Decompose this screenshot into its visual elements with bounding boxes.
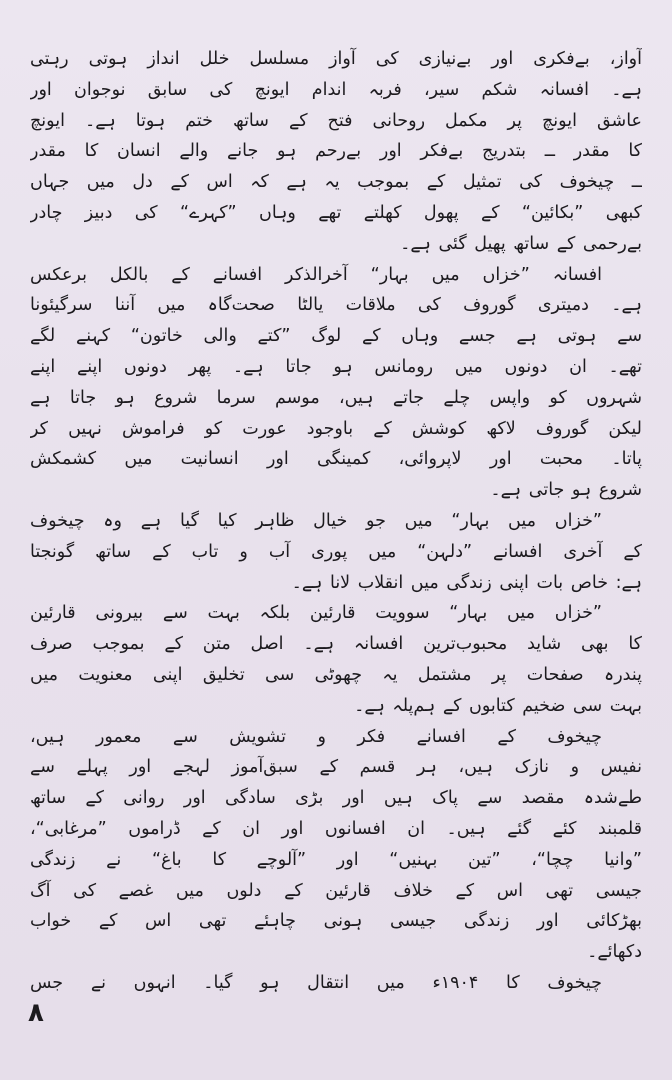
text-line: شہروں کو واپس چلے جاتے ہیں، موسم سرما شروع ہو جاتا ہے [30,387,642,408]
text-line: سے ہوتی ہے جسے وہاں کے لوگ ”کتے والی خاتون“ کہنے لگے [30,326,642,347]
text-line: قلمبند کئے گئے ہیں۔ ان افسانوں اور ان کے ڈراموں ”مرغابی“، [30,818,642,839]
text-line: آواز، بےفکری اور بےنیازی کی آواز مسلسل خلل انداز ہوتی رہتی [30,49,642,69]
text-line: ”خزاں میں بہار“ میں جو خیال ظاہر کیا گیا ہے وہ چیخوف [30,510,602,531]
text-line: شروع ہو جاتی ہے۔ [490,480,642,501]
text-line: نفیس و نازک ہیں، ہر قسم کے سبق‌آموز لہجے اور پہلے سے [30,757,642,778]
text-line: چیخوف کے افسانے فکر و تشویش سے معمور ہیں، [30,726,602,747]
text-line: عاشق ایونچ پر مکمل روحانی فتح کے ساتھ ختم ہوتا ہے۔ ایونچ [30,110,642,131]
body-text [30,44,642,999]
text-line: تھے۔ ان دونوں میں رومانس ہو جاتا ہے۔ پھر دونوں اپنے اپنے [30,356,642,377]
text-line: کے آخری افسانے ”دلہن“ میں پوری آب و تاب کے ساتھ گونجتا [30,541,642,562]
text-line: ہے۔ دمیتری گوروف کی ملاقات یالٹا صحت‌گاہ میں آننا سرگیئونا [30,295,642,316]
text-line: پاتا۔ محبت اور لاپروائی، کمینگی اور انسانیت میں کشمکش [30,449,642,470]
text-line: بہت سی ضخیم کتابوں کے ہم‌پلہ ہے۔ [354,695,642,716]
text-line: ہے: خاص بات اپنی زندگی میں انقلاب لانا ہے۔ [291,572,642,593]
text-line: لیکن گوروف لاکھ کوشش کے باوجود عورت کو فراموش نہیں کر [30,418,642,439]
text-line: دکھائے۔ [587,942,642,963]
text-line: کا مقدر ــ بتدریج بےفکر اور بےرحم ہو جانے والے انسان کا مقدر [30,141,642,162]
text-line: ــ چیخوف کی تمثیل کے بموجب یہ ہے کہ اس کے دل میں جہاں [30,172,642,193]
text-line: افسانہ ”خزاں میں بہار“ آخرالذکر افسانے کے بالکل برعکس [30,264,602,285]
text-line: بےرحمی کے ساتھ پھیل گئی ہے۔ [400,233,642,254]
text-line: پندرہ صفحات پر مشتمل یہ چھوٹی سی تخلیق اپنی معنویت میں [30,664,642,685]
text-line: ہے۔ افسانہ شکم سیر، فربہ اندام ایونچ کی سابق نوجوان اور [30,79,642,100]
text-line: ”وانیا چچا“، ”تین بہنیں“ اور ”آلوچے کا باغ“ نے زندگی [30,849,642,870]
text-line: طےشدہ مقصد سے پاک ہیں اور بڑی سادگی اور روانی کے ساتھ [30,788,642,809]
text-line: جیسی تھی اس کے خلاف قارئین کے دلوں میں غصے کی آگ [30,880,642,901]
text-line: چیخوف کا ۱۹۰۴ء میں انتقال ہو گیا۔ انہوں نے جس [30,972,602,993]
text-line: کبھی ”بکائین“ کے پھول کھلتے تھے وہاں ”کہرے“ کی دبیز چادر [30,202,642,223]
text-line: ”خزاں میں بہار“ سوویت قارئین بلکہ بہت سے بیرونی قارئین [30,603,602,624]
text-line: بھڑکائی اور زندگی جیسی ہونی چاہئے تھی اس کے خواب [30,911,642,932]
text-line: کا بھی شاید محبوب‌ترین افسانہ ہے۔ اصل متن کے بموجب صرف [30,634,642,655]
page-number: ۸ [28,998,44,1028]
